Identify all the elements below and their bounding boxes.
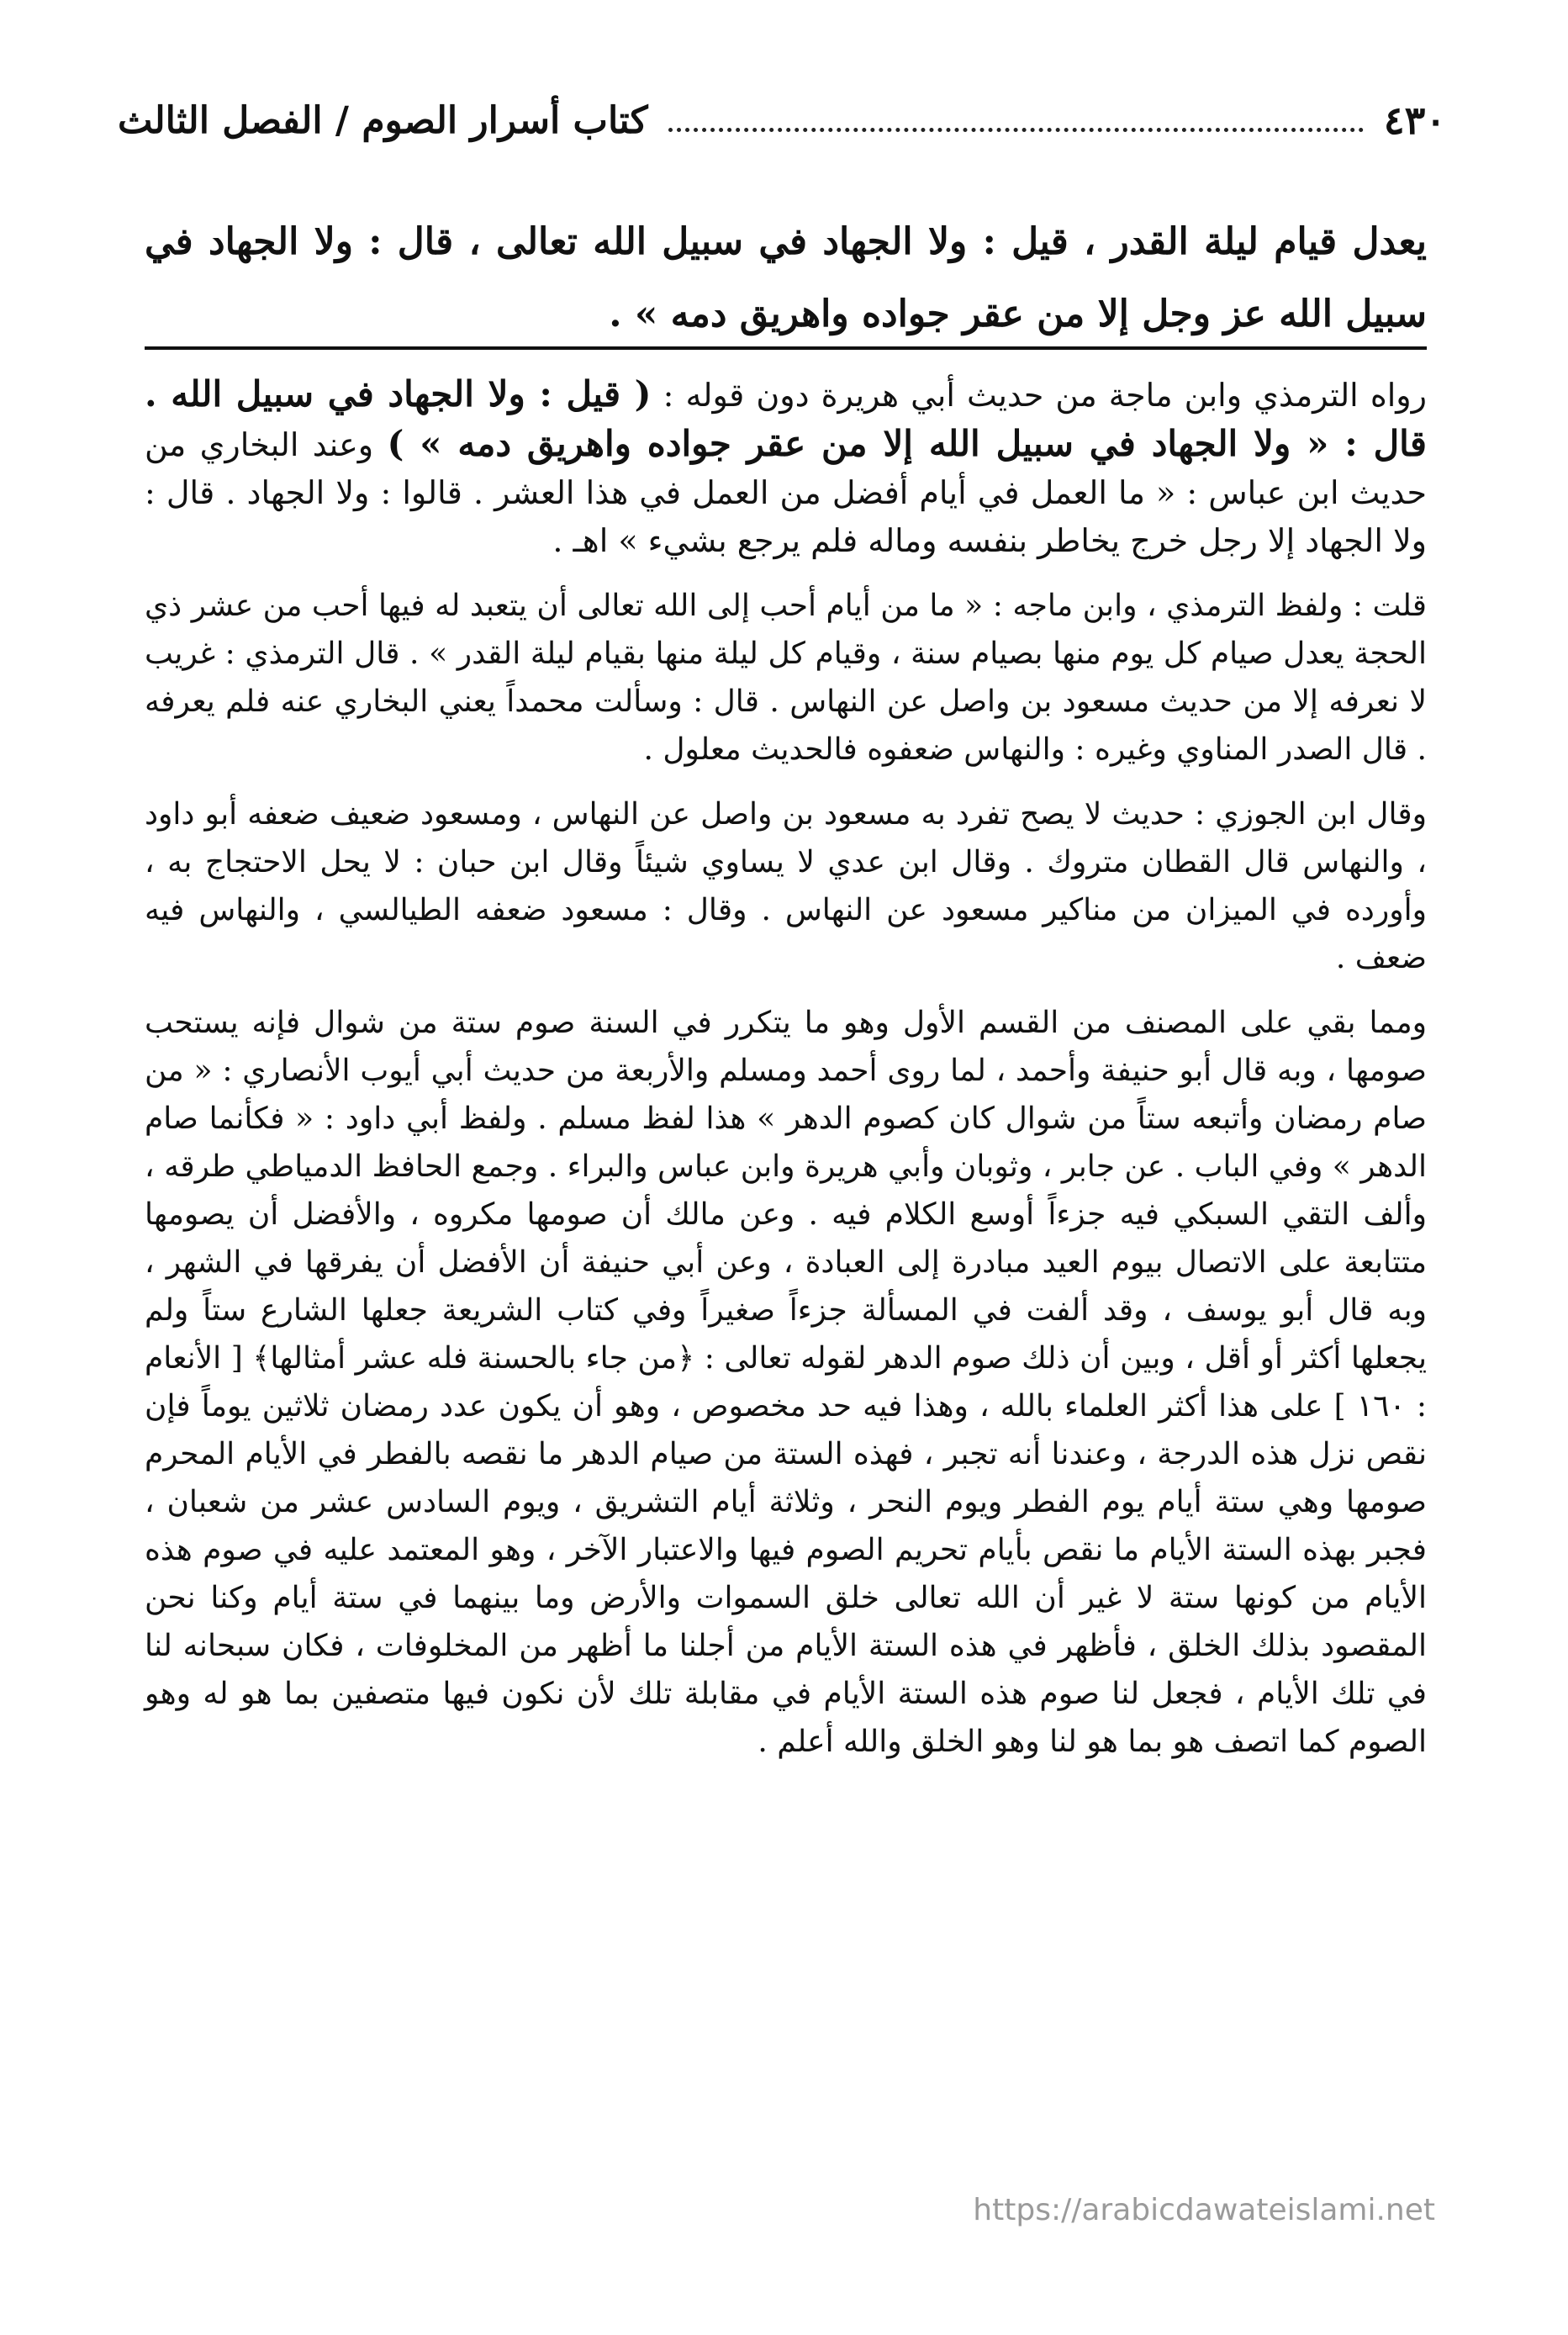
commentary-p1-bold-quote: ( قيل : ولا الجهاد في سبيل الله . قال : « ولا الجهاد في سبيل الله إلا من عقر جواده واهريق دمه » ) [145, 373, 1427, 464]
main-text-paragraph: يعدل قيام ليلة القدر ، قيل : ولا الجهاد في سبيل الله تعالى ، قال : ولا الجهاد في سبيل الله عز وجل إلا من عقر جواده واهريق دمه » . [145, 220, 1427, 335]
commentary-section [145, 370, 1427, 1783]
commentary-paragraph-4: ومما بقي على المصنف من القسم الأول وهو ما يتكرر في السنة صوم ستة من شوال فإنه يستحب صومها ، وبه قال أبو حنيفة وأحمد ، لما روى أحمد ومسلم والأربعة من حديث أبي أيوب الأنصاري : « من صام رمضان وأتبعه ستاً من شوال كان كصوم الدهر » هذا لفظ مسلم . ولفظ أبي داود : « فكأنما صام الدهر » وفي الباب . عن جابر ، وثوبان وأبي هريرة وابن عباس والبراء . وجمع الحافظ الدمياطي طرقه ، وألف التقي السبكي فيه جزءاً أوسع الكلام فيه . وعن مالك أن صومها مكروه ، والأفضل أن يصومها متتابعة على الاتصال بيوم العيد مبادرة إلى العبادة ، وعن أبي حنيفة أن الأفضل أن يفرقها في الشهر ، وبه قال أبو يوسف ، وقد ألفت في المسألة جزءاً صغيراً وفي كتاب الشريعة جعلها الشارع ستاً ولم يجعلها أكثر أو أقل ، وبين أن ذلك صوم الدهر لقوله تعالى : ﴿من جاء بالحسنة فله عشر أمثالها﴾ [ الأنعام : ١٦٠ ] على هذا أكثر العلماء بالله ، وهذا فيه حد مخصوص ، وهو أن يكون عدد رمضان ثلاثين يوماً فإن نقص نزل هذه الدرجة ، وعندنا أنه تجبر ، فهذه الستة من صيام الدهر ما نقصه بالفطر في الأيام المحرم صومها وهي ستة أيام يوم الفطر ويوم النحر ، وثلاثة أيام التشريق ، ويوم السادس عشر من شعبان ، فجبر بهذه الستة الأيام ما نقص بأيام تحريم الصوم فيها والاعتبار الآخر ، وهو المعتمد عليه في صوم هذه الأيام من كونها ستة لا غير أن الله تعالى خلق السموات والأرض وما بينهما في ستة أيام وكنا نحن المقصود بذلك الخلق ، فأظهر في هذه الستة الأيام من أجلنا ما أظهر من المخلوفات ، فكان سبحانه لنا في تلك الأيام ، فجعل لنا صوم هذه الستة الأيام في مقابلة تلك لأن نكون فيها متصفين بما هو له وهو الصوم كما اتصف هو بما هو لنا وهو الخلق والله أعلم . [145, 1006, 1427, 1759]
page-number: ٤٣٠ [1383, 98, 1446, 143]
page-header [118, 91, 1446, 150]
footnote-divider [145, 346, 1427, 350]
commentary-paragraph-1 [145, 370, 1427, 565]
commentary-p1-start: رواه الترمذي وابن ماجة من حديث أبي هريرة دون قوله : [651, 377, 1427, 414]
commentary-paragraph-3: وقال ابن الجوزي : حديث لا يصح تفرد به مسعود بن واصل عن النهاس ، ومسعود ضعيف ضعفه أبو داود ، والنهاس قال القطان متروك . وقال ابن عدي لا يساوي شيئاً وقال ابن حبان : لا يحل الاحتجاج به ، وأورده في الميزان من مناكير مسعود عن النهاس . وقال : مسعود ضعفه الطيالسي ، والنهاس فيه ضعف . [145, 797, 1428, 975]
commentary-p1-end: وعند البخاري من حديث ابن عباس : « ما العمل في أيام أفضل من العمل في هذا العشر . قالوا : ولا الجهاد . قال : ولا الجهاد إلا رجل خرج يخاطر بنفسه وماله فلم يرجع بشيء » اهـ . [145, 426, 1427, 559]
dotted-leader [668, 128, 1364, 132]
running-title: كتاب أسرار الصوم / الفصل الثالث [118, 98, 648, 142]
source-url-watermark: https://arabicdawateislami.net [973, 2193, 1435, 2227]
commentary-paragraph-2: قلت : ولفظ الترمذي ، وابن ماجه : « ما من أيام أحب إلى الله تعالى أن يتعبد له فيها أحب من عشر ذي الحجة يعدل صيام كل يوم منها بصيام سنة ، وقيام كل ليلة منها بقيام ليلة القدر » . قال الترمذي : غريب لا نعرفه إلا من حديث مسعود بن واصل عن النهاس . قال : وسألت محمداً يعني البخاري عنه فلم يعرفه . قال الصدر المناوي وغيره : والنهاس ضعفوه فالحديث معلول . [145, 589, 1427, 767]
